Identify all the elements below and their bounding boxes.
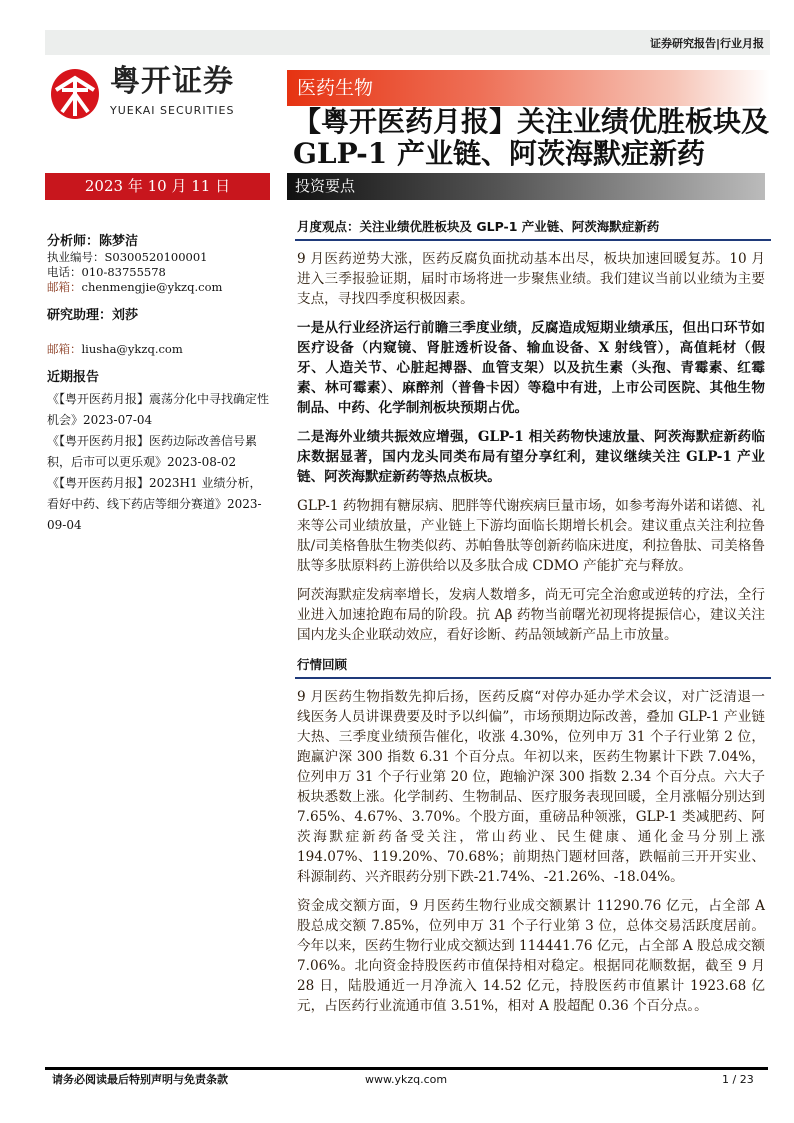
- report-title: 【粤开医药月报】关注业绩优胜板块及 GLP-1 产业链、阿茨海默症新药: [293, 105, 770, 170]
- analyst-email-row: [47, 280, 269, 295]
- section-heading-market-review: 行情回顾: [295, 657, 771, 679]
- main-content: [297, 219, 765, 1025]
- assistant-email[interactable]: liusha@ykzq.com: [81, 342, 183, 356]
- footer-disclaimer: 请务必阅读最后特别声明与免责条款: [52, 1073, 228, 1086]
- key-points-label: 投资要点: [295, 177, 356, 195]
- logo-text-cn: 粤开证券: [110, 64, 234, 99]
- recent-report-item[interactable]: 《【粤开医药月报】震荡分化中寻找确定性机会》2023-07-04: [47, 392, 270, 427]
- assistant-name: 研究助理：刘莎: [47, 308, 139, 323]
- email-label: 邮箱：: [47, 342, 82, 356]
- logo-text-en: YUEKAI SECURITIES: [110, 104, 235, 117]
- paragraph: 9 月医药生物指数先抑后扬，医药反腐“对停办延办学术会议，对广泛清退一线医务人员讲课费要及时予以纠偏”，市场预期边际改善，叠加 GLP-1 产业链大热、三季度业绩预告催化，收涨 4.30%，位列申万 31 个子行业第 2 位，跑赢沪深 300 指数 6.31 个百分点。年初以来，医药生物累计下跌 7.04%，位列申万 31 个子行业第 20 位，跑输沪深 300 指数 2.34 个百分点。六大子板块悉数上涨。化学制药、生物制品、医疗服务表现回暖，全月涨幅分别达到 7.65%、4.67%、3.70%。个股方面，重磅品种领涨，GLP-1 类减肥药、阿茨海默症新药备受关注，常山药业、民生健康、通化金马分别上涨 194.07%、119.20%、70.68%；前期热门题材回落，跌幅前三开开实业、科源制药、兴齐眼药分别下跌-21.74%、-21.26%、-18.04%。: [297, 689, 765, 885]
- analyst-email[interactable]: chenmengjie@ykzq.com: [81, 280, 223, 294]
- analyst-name: 分析师：陈梦洁: [47, 234, 139, 249]
- page-number: 1 / 23: [722, 1073, 754, 1086]
- paragraph: 9 月医药逆势大涨，医药反腐负面扰动基本出尽，板块加速回暖复苏。10 月进入三季报验证期，届时市场将进一步聚焦业绩。我们建议当前以业绩为主要支点，寻找四季度积极因素。: [297, 251, 765, 307]
- sector-label: 医药生物: [297, 77, 374, 99]
- assistant-email-row: [47, 342, 269, 357]
- paragraph-bold: 二是海外业绩共振效应增强，GLP-1 相关药物快速放量、阿茨海默症新药临床数据显著，国内龙头同类布局有望分享红利，建议继续关注 GLP-1 产业链、阿茨海默症新药等热点板块。: [297, 429, 765, 485]
- paragraph: 资金成交额方面，9 月医药生物行业成交额累计 11290.76 亿元，占全部 A 股总成交额 7.85%，位列申万 31 个子行业第 3 位，总体交易活跃度居前。今年以来，医药生物行业成交额达到 114441.76 亿元，占全部 A 股总成交额 7.06%。北向资金持股医药市值保持相对稳定。根据同花顺数据，截至 9 月 28 日，陆股通近一月净流入 14.52 亿元，持股医药市值累计 1923.68 亿元，占医药行业流通市值 3.51%，相对 A 股超配 0.36 个百分点。。: [297, 898, 765, 1014]
- section-heading-monthly-view: 月度观点：关注业绩优胜板块及 GLP-1 产业链、阿茨海默症新药: [295, 219, 771, 241]
- footer-website[interactable]: www.ykzq.com: [365, 1073, 448, 1086]
- paragraph: GLP-1 药物拥有糖尿病、肥胖等代谢疾病巨量市场，如参考海外诺和诺德、礼来等公司业绩放量，产业链上下游均面临长期增长机会。建议重点关注利拉鲁肽/司美格鲁肽生物类似药、苏帕鲁肽等创新药临床进度，利拉鲁肽、司美格鲁肽等多肽原料药上游供给以及多肽合成 CDMO 产能扩充与释放。: [297, 498, 765, 574]
- paragraph-bold: 一是从行业经济运行前瞻三季度业绩，反腐造成短期业绩承压，但出口环节如医疗设备（内窥镜、肾脏透析设备、输血设备、X 射线管），高值耗材（假牙、人造关节、心脏起搏器、血管支架）以及抗生素（头孢、青霉素、红霉素、林可霉素）、麻醉剂（普鲁卡因）等稳中有进，上市公司医院、其他生物制品、中药、化学制剂板块预期占优。: [297, 320, 765, 416]
- key-points-banner: [287, 173, 765, 200]
- recent-report-item[interactable]: 《【粤开医药月报】医药边际改善信号累积，后市可以更乐观》2023-08-02: [47, 434, 258, 469]
- email-label: 邮箱：: [47, 280, 82, 294]
- sector-banner: [287, 70, 770, 106]
- footer-divider: [45, 1067, 768, 1070]
- recent-reports-title: 近期报告: [47, 370, 100, 385]
- analyst-license: 执业编号：S0300520100001: [47, 250, 208, 264]
- recent-report-item[interactable]: 《【粤开医药月报】2023H1 业绩分析，看好中药、线下药店等细分赛道》2023-09-04: [47, 476, 262, 532]
- report-date: 2023 年 10 月 11 日: [45, 173, 270, 200]
- sidebar: [47, 233, 269, 536]
- recent-reports-list: [47, 389, 269, 536]
- analyst-phone: 电话：010-83755578: [47, 265, 166, 279]
- paragraph: 阿茨海默症发病率增长，发病人数增多，尚无可完全治愈或逆转的疗法，全行业进入加速抢跑布局的阶段。抗 Aβ 药物当前曙光初现将提振信心，建议关注国内龙头企业联动效应，看好诊断、药品领域新产品上市放量。: [297, 587, 765, 643]
- document-type: 证券研究报告|行业月报: [649, 37, 764, 50]
